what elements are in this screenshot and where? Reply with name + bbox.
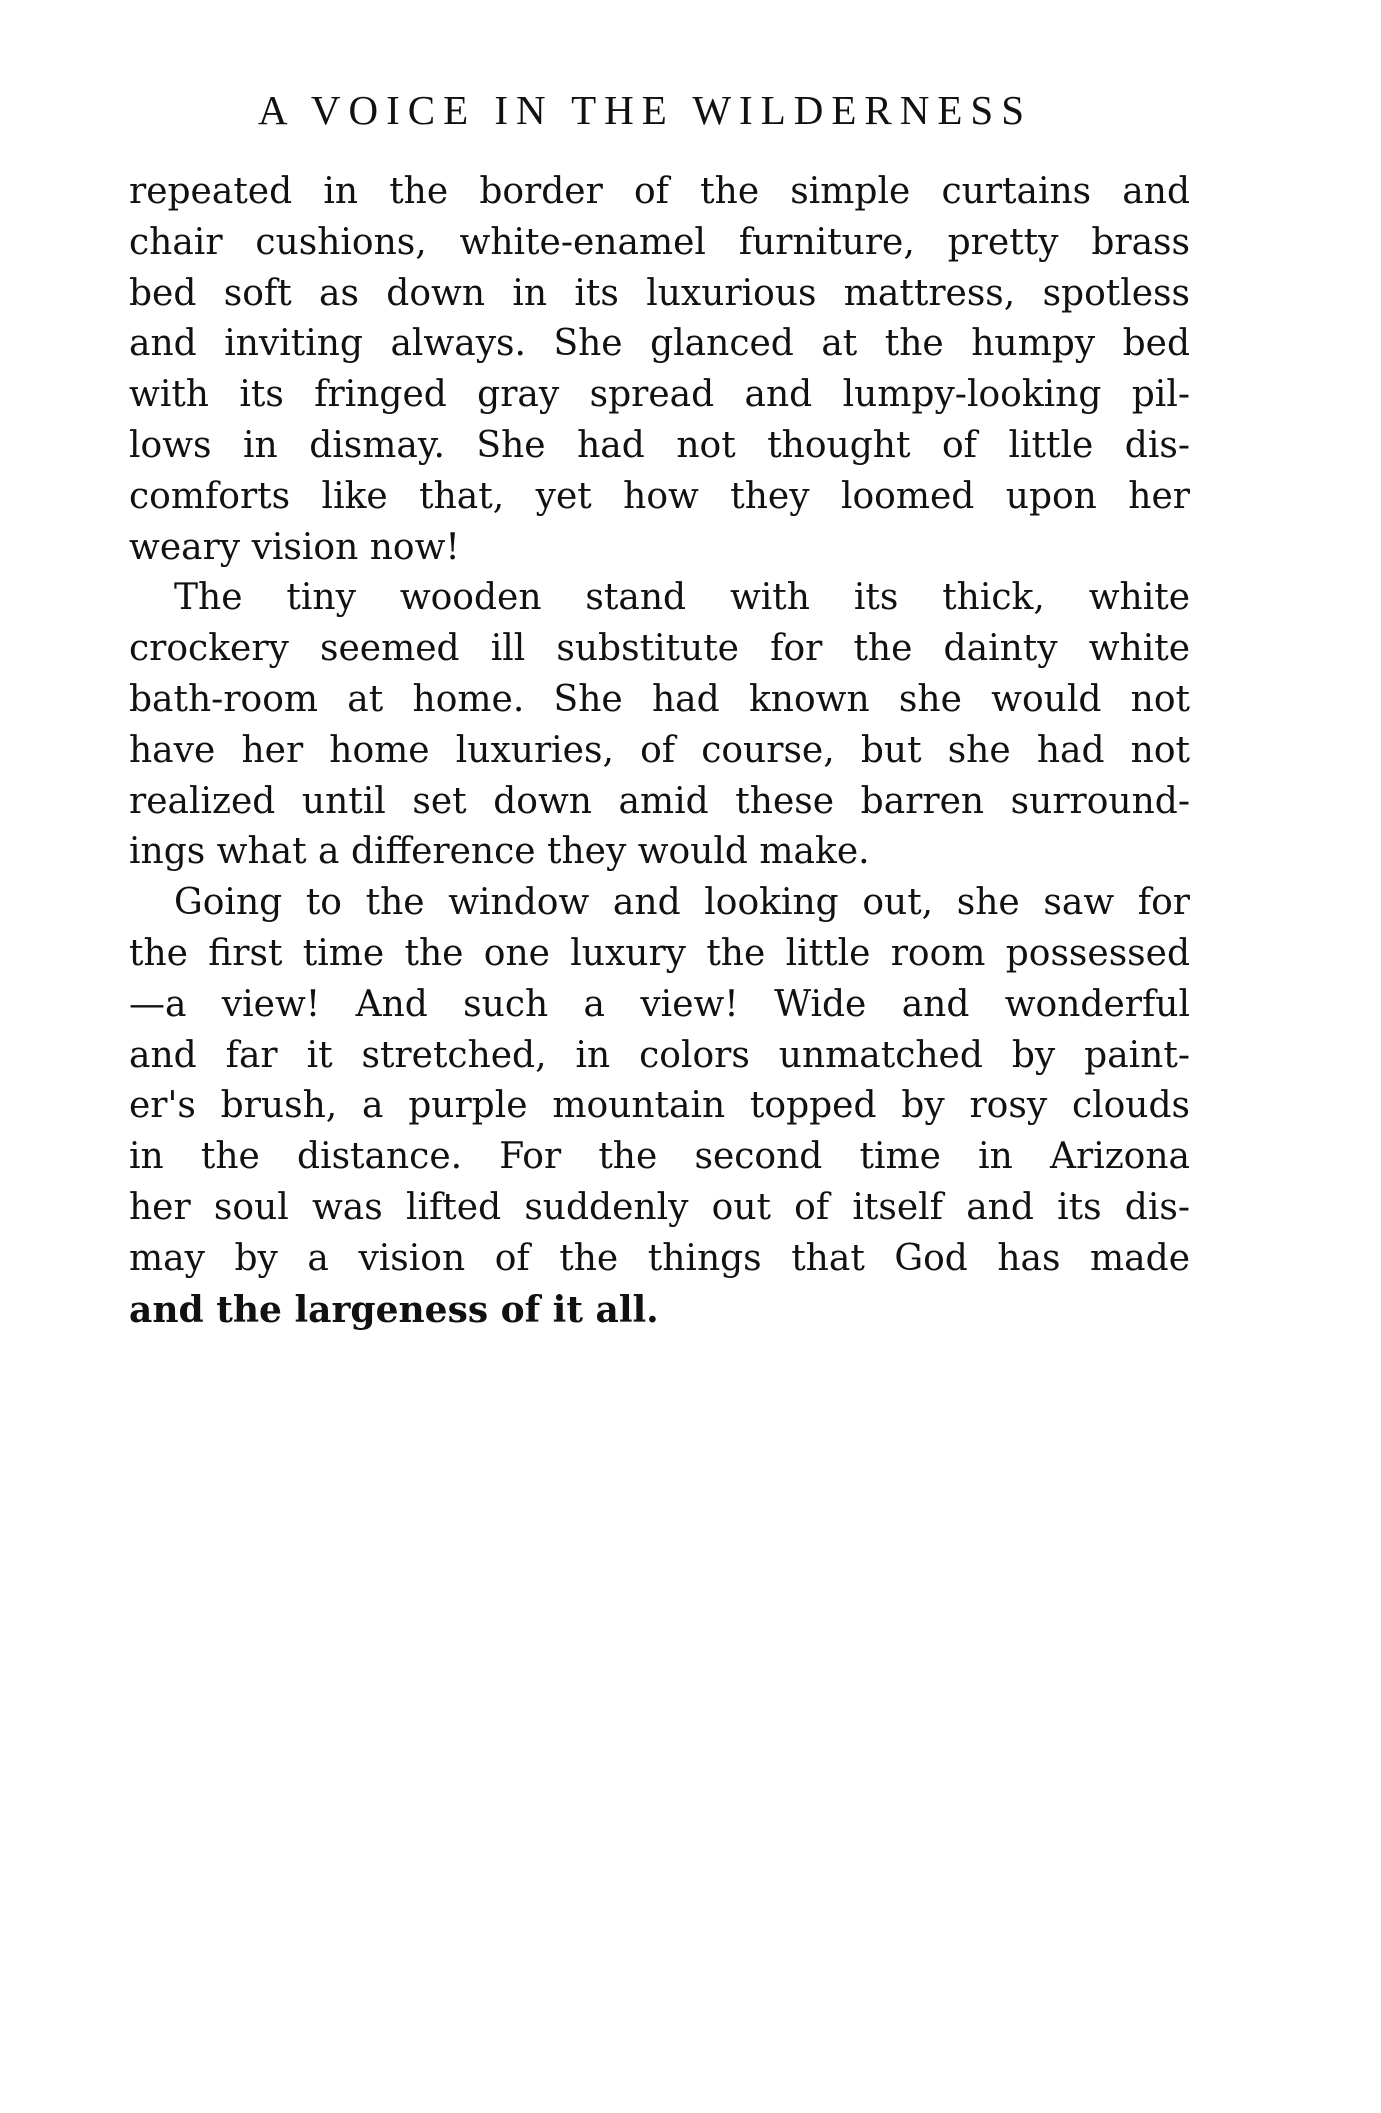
text-line: the first time the one luxury the little room possessed [129,932,1190,974]
text-line: comforts like that, yet how they loomed upon her [129,475,1190,517]
text-line: have her home luxuries, of course, but she had not [129,729,1190,771]
text-line: and far it stretched, in colors unmatched by paint- [129,1034,1190,1076]
text-line: —a view! And such a view! Wide and wonderful [129,983,1190,1025]
text-line: ings what a difference they would make. [129,831,870,873]
text-line: realized until set down amid these barren surround- [129,780,1190,822]
text-line: with its fringed gray spread and lumpy-looking pil- [129,374,1190,416]
paragraph [129,573,1190,878]
paragraph [129,167,1190,573]
text-line: in the distance. For the second time in Arizona [129,1136,1190,1178]
text-line: her soul was lifted suddenly out of itself and its dis- [129,1186,1190,1228]
text-line: lows in dismay. She had not thought of little dis- [129,424,1190,466]
paragraph [129,878,1190,1335]
text-line: bed soft as down in its luxurious mattress, spotless [129,272,1190,314]
text-line: and the largeness of it all. [129,1288,659,1331]
text-line: bath-room at home. She had known she would not [129,678,1190,720]
text-line: repeated in the border of the simple curtains and [129,171,1190,212]
text-line: er's brush, a purple mountain topped by rosy clouds [129,1085,1190,1127]
text-line: and inviting always. She glanced at the humpy bed [129,323,1190,365]
running-head: A VOICE IN THE WILDERNESS [258,87,1032,133]
text-line: crockery seemed ill substitute for the dainty white [129,628,1190,670]
text-line: may by a vision of the things that God has made [129,1237,1190,1279]
text-line: The tiny wooden stand with its thick, white [174,577,1190,619]
text-line: weary vision now! [129,526,460,568]
body-text [129,167,1190,1335]
text-line: Going to the window and looking out, she saw for [174,882,1190,924]
text-line: chair cushions, white-enamel furniture, pretty brass [129,221,1190,263]
